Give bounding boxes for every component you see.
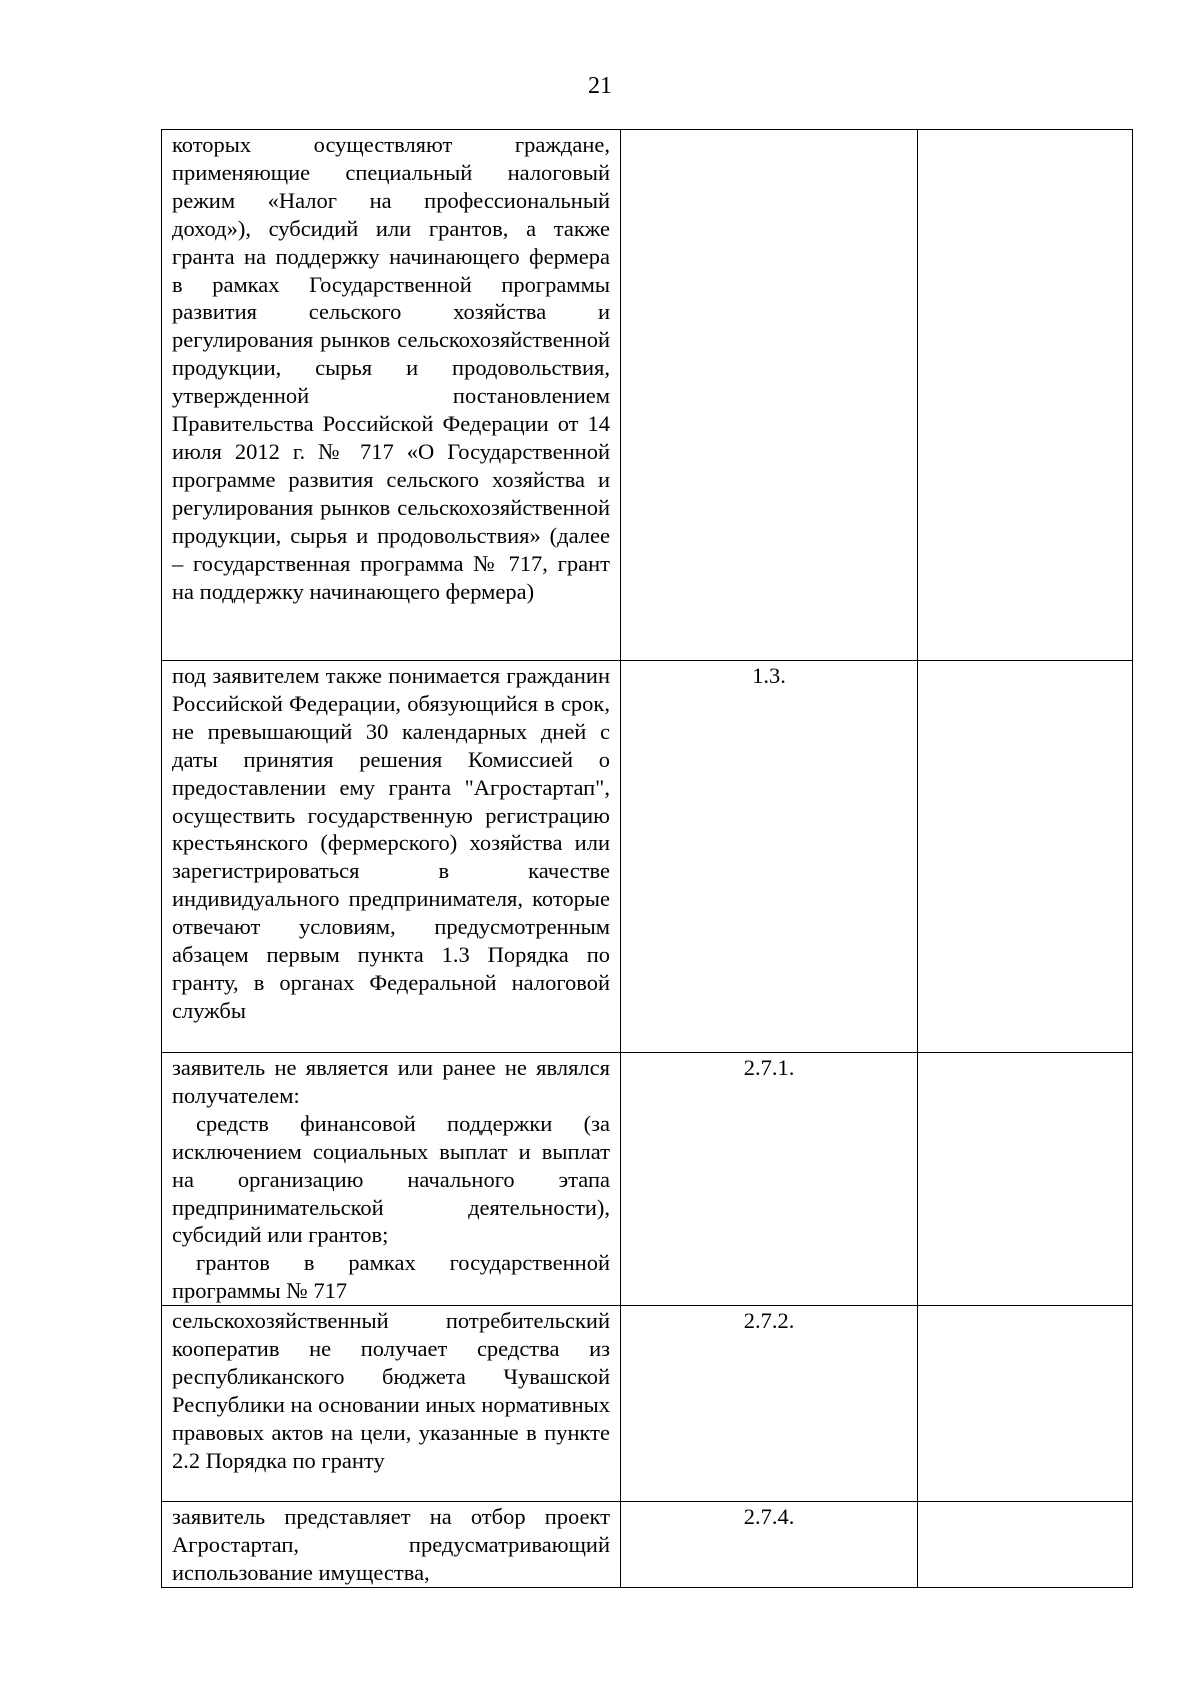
table-row [162, 1053, 1133, 1306]
reference-number: 1.3. [752, 663, 786, 688]
table-row [162, 1306, 1133, 1502]
requirement-paragraph: под заявителем также понимается гражданин Российской Федерации, обязующийся в срок, не превышающий 30 календарных дней с даты принятия решения Комиссией о предоставлении ему гранта "Агростартап", осуществить государственную регистрацию крестьянского (фермерского) хозяйства или зарегистрироваться в качестве индивидуального предпринимателя, которые отвечают условиям, предусмотренным абзацем первым пункта 1.3 Порядка по гранту, в органах Федеральной налоговой службы [172, 663, 610, 1023]
requirement-cell [162, 1053, 621, 1306]
reference-number [621, 130, 917, 131]
reference-cell [621, 130, 918, 661]
table-row [162, 661, 1133, 1053]
note-cell [918, 1053, 1133, 1306]
note-cell [918, 1306, 1133, 1502]
note-cell [918, 1502, 1133, 1588]
reference-number: 2.7.4. [743, 1504, 795, 1530]
requirement-cell [162, 1502, 621, 1588]
reference-number: 2.7.2. [743, 1308, 795, 1334]
requirement-paragraph: грантов в рамках государственной программы № 717 [172, 1250, 610, 1304]
requirement-paragraph: заявитель представляет на отбор проект Агростартап, предусматривающий использование имущества, [172, 1504, 610, 1585]
requirement-paragraph: которых осуществляют граждане, применяющие специальный налоговый режим «Налог на профессиональный доход»), субсидий или грантов, а также гранта на поддержку начинающего фермера в рамках Государственной программы развития сельского хозяйства и регулирования рынков сельскохозяйственной продукции, сырья и продовольствия, утвержденной постановлением Правительства Российской Федерации от 14 июля 2012 г. № 717 «О Государственной программе развития сельского хозяйства и регулирования рынков сельскохозяйственной продукции, сырья и продовольствия» (далее – государственная программа № 717, грант на поддержку начинающего фермера) [172, 132, 610, 604]
reference-number: 2.7.1. [743, 1055, 795, 1080]
requirement-paragraph: средств финансовой поддержки (за исключением социальных выплат и выплат на организацию начального этапа предпринимательской деятельности), субсидий или грантов; [172, 1110, 610, 1248]
reference-cell [621, 1053, 918, 1306]
requirements-table [161, 129, 1133, 1588]
requirement-cell [162, 1306, 621, 1502]
reference-cell [621, 1306, 918, 1502]
reference-cell [621, 661, 918, 1053]
requirement-paragraph: заявитель не является или ранее не являлся получателем: [172, 1055, 610, 1108]
note-cell [918, 130, 1133, 661]
reference-cell [621, 1502, 918, 1588]
table-row [162, 1502, 1133, 1588]
requirement-paragraph: сельскохозяйственный потребительский кооператив не получает средства из республиканского бюджета Чувашской Республики на основании иных нормативных правовых актов на цели, указанные в пункте 2.2 Порядка по гранту [172, 1308, 610, 1473]
requirement-cell [162, 130, 621, 661]
page-number: 21 [588, 73, 612, 99]
table-row [162, 130, 1133, 661]
requirement-cell [162, 661, 621, 1053]
note-cell [918, 661, 1133, 1053]
